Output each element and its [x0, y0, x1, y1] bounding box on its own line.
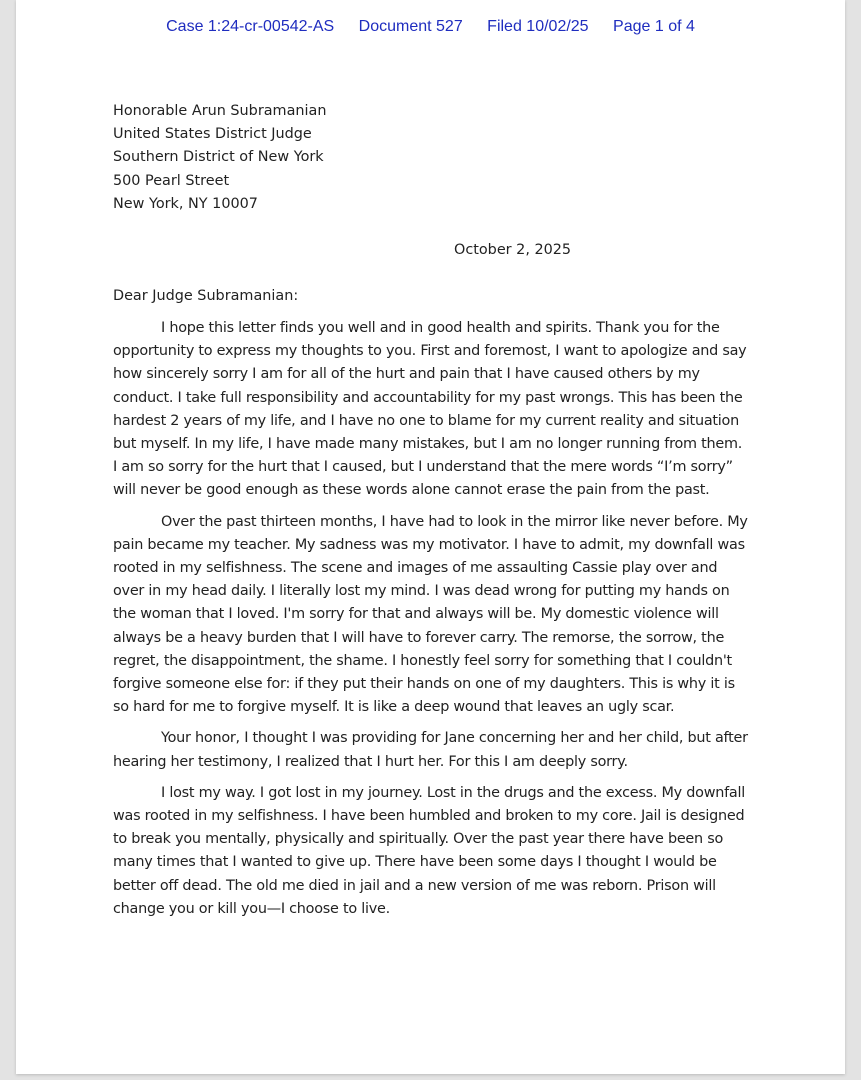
paragraph: Over the past thirteen months, I have had to look in the mirror like never before. My pain became my teacher. My sadness was my motivator. I have to admit, my downfall was rooted in my selfishness. The scene and images of me assaulting Cassie play over and over in my head daily. I literally lost my mind. I was dead wrong for putting my hands on the woman that I loved. I'm sorry for that and always will be. My domestic violence will always be a heavy burden that I will have to forever carry. The remorse, the sorrow, the regret, the disappointment, the shame. I honestly feel sorry for something that I couldn't forgive someone else for: if they put their hands on one of my daughters. This is why it is so hard for me to forgive myself. It is like a deep wound that leaves an ugly scar. — [113, 513, 748, 716]
paragraph: I hope this letter finds you well and in good health and spirits. Thank you for the opportunity to express my thoughts to you. First and foremost, I want to apologize and say how sincerely sorry I am for all of the hurt and pain that I have caused others by my conduct. I take full responsibility and accountability for my past wrongs. This has been the hardest 2 years of my life, and I have no one to blame for my current reality and situation but myself. In my life, I have made many mistakes, but I am no longer running from them. I am so sorry for the hurt that I caused, but I understand that the mere words “I’m sorry” will never be good enough as these words alone cannot erase the pain from the past. — [113, 319, 747, 499]
recipient-line: Honorable Arun Subramanian — [113, 103, 327, 119]
salutation: Dear Judge Subramanian: — [113, 287, 299, 304]
court-filing-header — [16, 18, 845, 36]
filed-date: Filed 10/02/25 — [487, 18, 589, 35]
paragraph: Your honor, I thought I was providing for Jane concerning her and her child, but after hearing her testimony, I realized that I hurt her. For this I am deeply sorry. — [113, 730, 748, 770]
letter-date: October 2, 2025 — [454, 241, 572, 258]
recipient-line: 500 Pearl Street — [113, 172, 230, 189]
recipient-line: United States District Judge — [113, 126, 312, 143]
recipient-line: New York, NY 10007 — [113, 195, 258, 212]
document-number: Document 527 — [358, 18, 463, 35]
recipient-address — [113, 100, 749, 216]
paragraph: I lost my way. I got lost in my journey. Lost in the drugs and the excess. My downfall was rooted in my selfishness. I have been humbled and broken to my core. Jail is designed to break you mentally, physically and spiritually. Over the past year there have been so many times that I wanted to give up. There have been some days I thought I would be better off dead. The old me died in jail and a new version of me was reborn. Prison will change you or kill you—I choose to live. — [113, 784, 745, 917]
document-page — [16, 0, 845, 1074]
letter-body — [113, 100, 749, 921]
case-number: Case 1:24-cr-00542-AS — [166, 18, 335, 35]
recipient-line: Southern District of New York — [113, 149, 324, 166]
page-count: Page 1 of 4 — [613, 18, 695, 35]
